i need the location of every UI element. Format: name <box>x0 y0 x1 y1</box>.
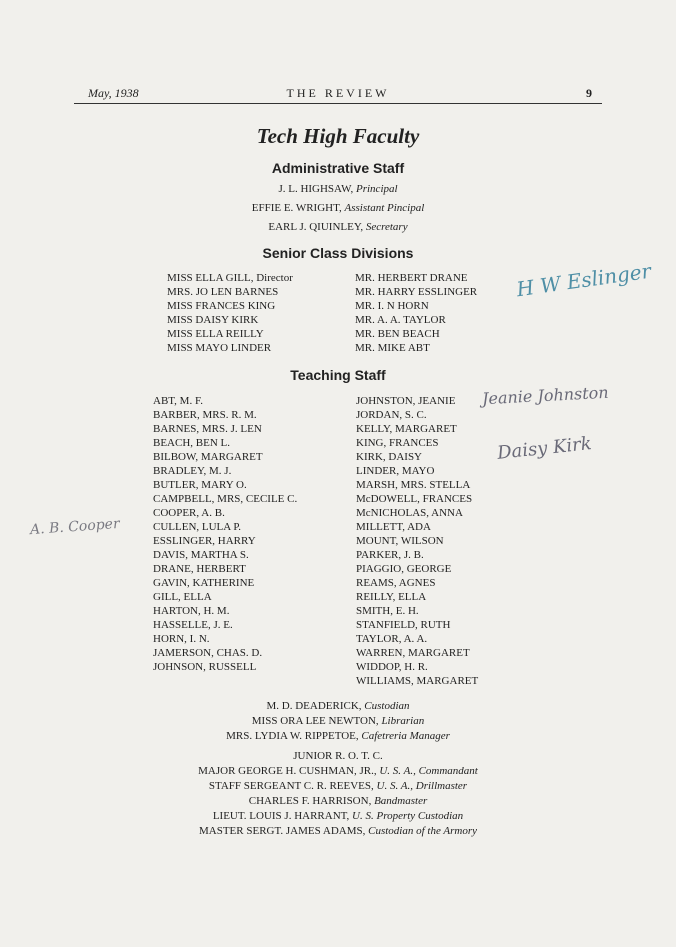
list-item: COOPER, A. B. <box>153 507 225 519</box>
list-item: MR. MIKE ABT <box>355 342 430 354</box>
list-item: BEACH, BEN L. <box>153 437 230 449</box>
admin-item: EFFIE E. WRIGHT, Assistant Pincipal <box>251 202 425 214</box>
list-item: WARREN, MARGARET <box>356 647 470 659</box>
list-item: MRS. JO LEN BARNES <box>167 286 279 298</box>
list-item: STAFF SERGEANT C. R. REEVES, U. S. A., Drillmaster <box>208 780 468 792</box>
list-item: DAVIS, MARTHA S. <box>153 549 249 561</box>
list-item: JOHNSTON, JEANIE <box>356 395 456 407</box>
list-item: GAVIN, KATHERINE <box>153 577 255 589</box>
list-item: HARTON, H. M. <box>153 605 230 617</box>
list-item: WILLIAMS, MARGARET <box>356 675 479 687</box>
list-item: ESSLINGER, HARRY <box>153 535 256 547</box>
senior-right-column <box>355 271 477 355</box>
list-item: DRANE, HERBERT <box>153 563 246 575</box>
list-item: MISS ORA LEE NEWTON, Librarian <box>251 715 425 727</box>
list-item: MOUNT, WILSON <box>356 535 444 547</box>
list-item: CULLEN, LULA P. <box>153 521 241 533</box>
list-item: McNICHOLAS, ANNA <box>356 507 463 519</box>
list-item: MR. I. N HORN <box>355 300 429 312</box>
header-title: THE REVIEW <box>286 86 390 100</box>
handwritten-signature-johnston: Jeanie Johnston <box>481 382 610 409</box>
list-item: MAJOR GEORGE H. CUSHMAN, JR., U. S. A., Commandant <box>198 765 478 777</box>
list-item: BARBER, MRS. R. M. <box>153 409 257 421</box>
list-item: MISS ELLA GILL, Director <box>167 272 293 284</box>
list-item: KIRK, DAISY <box>356 451 422 463</box>
list-item: MR. HERBERT DRANE <box>355 272 468 284</box>
list-item: CHARLES F. HARRISON, Bandmaster <box>248 795 428 807</box>
list-item: REILLY, ELLA <box>356 591 427 603</box>
list-item: CAMPBELL, MRS, CECILE C. <box>153 493 298 505</box>
list-item: JAMERSON, CHAS. D. <box>153 647 263 659</box>
list-item: TAYLOR, A. A. <box>356 633 428 645</box>
list-item: MISS FRANCES KING <box>167 300 276 312</box>
rotc-heading: JUNIOR R. O. T. C. <box>293 750 383 762</box>
list-item: BUTLER, MARY O. <box>153 479 247 491</box>
list-item: McDOWELL, FRANCES <box>356 493 473 505</box>
list-item: BILBOW, MARGARET <box>153 451 263 463</box>
list-item: WIDDOP, H. R. <box>356 661 428 673</box>
list-item: SMITH, E. H. <box>356 605 419 617</box>
teaching-left-column <box>153 394 297 674</box>
admin-item: J. L. HIGHSAW, Principal <box>278 183 398 195</box>
list-item: LIEUT. LOUIS J. HARRANT, U. S. Property Custodian <box>212 810 464 822</box>
list-item: MR. BEN BEACH <box>355 328 440 340</box>
admin-list <box>0 180 676 237</box>
list-item: MILLETT, ADA <box>356 521 431 533</box>
teaching-heading: Teaching Staff <box>290 367 386 383</box>
list-item: MRS. LYDIA W. RIPPETOE, Cafetreria Manager <box>226 730 450 742</box>
senior-left-column <box>167 271 293 355</box>
list-item: HORN, I. N. <box>153 633 210 645</box>
list-item: MR. A. A. TAYLOR <box>355 314 446 326</box>
list-item: M. D. DEADERICK, Custodian <box>266 700 410 712</box>
list-item: PIAGGIO, GEORGE <box>356 563 452 575</box>
list-item: GILL, ELLA <box>153 591 212 603</box>
list-item: MR. HARRY ESSLINGER <box>355 286 478 298</box>
list-item: BARNES, MRS. J. LEN <box>153 423 262 435</box>
list-item: MISS ELLA REILLY <box>167 328 264 340</box>
page-title: Tech High Faculty <box>256 124 420 148</box>
header-date: May, 1938 <box>88 86 139 100</box>
handwritten-signature-esslinger: H W Eslinger <box>514 258 653 302</box>
list-item: JORDAN, S. C. <box>356 409 427 421</box>
list-item: JOHNSON, RUSSELL <box>153 661 257 673</box>
header-rule <box>74 103 602 104</box>
list-item: HASSELLE, J. E. <box>153 619 233 631</box>
list-item: KELLY, MARGARET <box>356 423 457 435</box>
list-item: BRADLEY, M. J. <box>153 465 232 477</box>
list-item: LINDER, MAYO <box>356 465 435 477</box>
list-item: MISS MAYO LINDER <box>167 342 272 354</box>
list-item: ABT, M. F. <box>153 395 203 407</box>
list-item: PARKER, J. B. <box>356 549 424 561</box>
list-item: MASTER SERGT. JAMES ADAMS, Custodian of the Armory <box>199 825 477 837</box>
list-item: STANFIELD, RUTH <box>356 619 451 631</box>
handwritten-signature-kirk: Daisy Kirk <box>496 433 593 464</box>
list-item: MARSH, MRS. STELLA <box>356 479 471 491</box>
handwritten-signature-cooper: A. B. Cooper <box>29 515 121 539</box>
rotc-list <box>0 749 676 839</box>
admin-heading: Administrative Staff <box>271 160 405 176</box>
senior-heading: Senior Class Divisions <box>262 245 414 261</box>
list-item: KING, FRANCES <box>356 437 439 449</box>
list-item: REAMS, AGNES <box>356 577 436 589</box>
page-number: 9 <box>586 86 592 100</box>
teaching-right-column <box>356 394 478 688</box>
list-item: MISS DAISY KIRK <box>167 314 259 326</box>
admin-item: EARL J. QIUINLEY, Secretary <box>268 221 408 233</box>
other-staff-list <box>0 699 676 744</box>
